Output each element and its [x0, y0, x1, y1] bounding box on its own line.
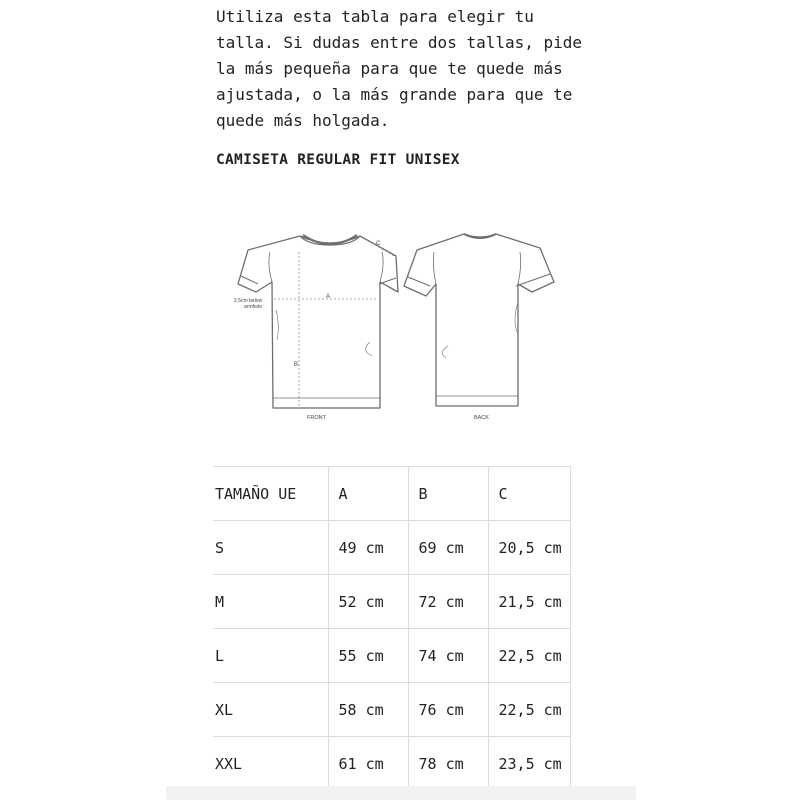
armhole-note-line1: 2.5cm below — [234, 298, 263, 304]
cell-a: 58 cm — [328, 683, 408, 737]
table-row — [213, 575, 570, 629]
table-header-row — [213, 467, 570, 521]
table-row — [213, 521, 570, 575]
cell-b: 78 cm — [408, 737, 488, 791]
header-b: B — [408, 467, 488, 521]
cell-a: 52 cm — [328, 575, 408, 629]
cell-a: 49 cm — [328, 521, 408, 575]
bottom-divider-strip — [166, 786, 636, 800]
table-row — [213, 683, 570, 737]
front-tshirt-illustration — [238, 235, 398, 408]
cell-c: 22,5 cm — [488, 683, 570, 737]
size-chart-table — [213, 466, 571, 791]
measure-b-label: B — [294, 362, 299, 368]
table-row — [213, 737, 570, 791]
cell-size: S — [213, 521, 328, 575]
measure-c-label: C — [376, 241, 381, 247]
cell-size: M — [213, 575, 328, 629]
cell-c: 23,5 cm — [488, 737, 570, 791]
cell-size: L — [213, 629, 328, 683]
header-a: A — [328, 467, 408, 521]
cell-c: 22,5 cm — [488, 629, 570, 683]
header-c: C — [488, 467, 570, 521]
cell-b: 74 cm — [408, 629, 488, 683]
back-tshirt-illustration — [404, 234, 554, 406]
cell-a: 61 cm — [328, 737, 408, 791]
cell-size: XXL — [213, 737, 328, 791]
measure-a-label: A — [326, 294, 331, 300]
cell-size: XL — [213, 683, 328, 737]
table-row — [213, 629, 570, 683]
header-size: TAMAÑO UE — [213, 467, 328, 521]
cell-b: 69 cm — [408, 521, 488, 575]
back-label: BACK — [474, 415, 489, 421]
front-label: FRONT — [307, 415, 326, 421]
cell-a: 55 cm — [328, 629, 408, 683]
cell-b: 72 cm — [408, 575, 488, 629]
armhole-note-line2: armhole — [244, 304, 263, 310]
cell-c: 20,5 cm — [488, 521, 570, 575]
tshirt-measurement-diagram — [220, 222, 580, 430]
section-title: CAMISETA REGULAR FIT UNISEX — [216, 152, 460, 168]
intro-text: Utiliza esta tabla para elegir tu talla. Si dudas entre dos tallas, pide la más pequeña para que te quede más ajustada, o la más grande para que te quede más holgada. — [216, 7, 583, 130]
cell-b: 76 cm — [408, 683, 488, 737]
cell-c: 21,5 cm — [488, 575, 570, 629]
